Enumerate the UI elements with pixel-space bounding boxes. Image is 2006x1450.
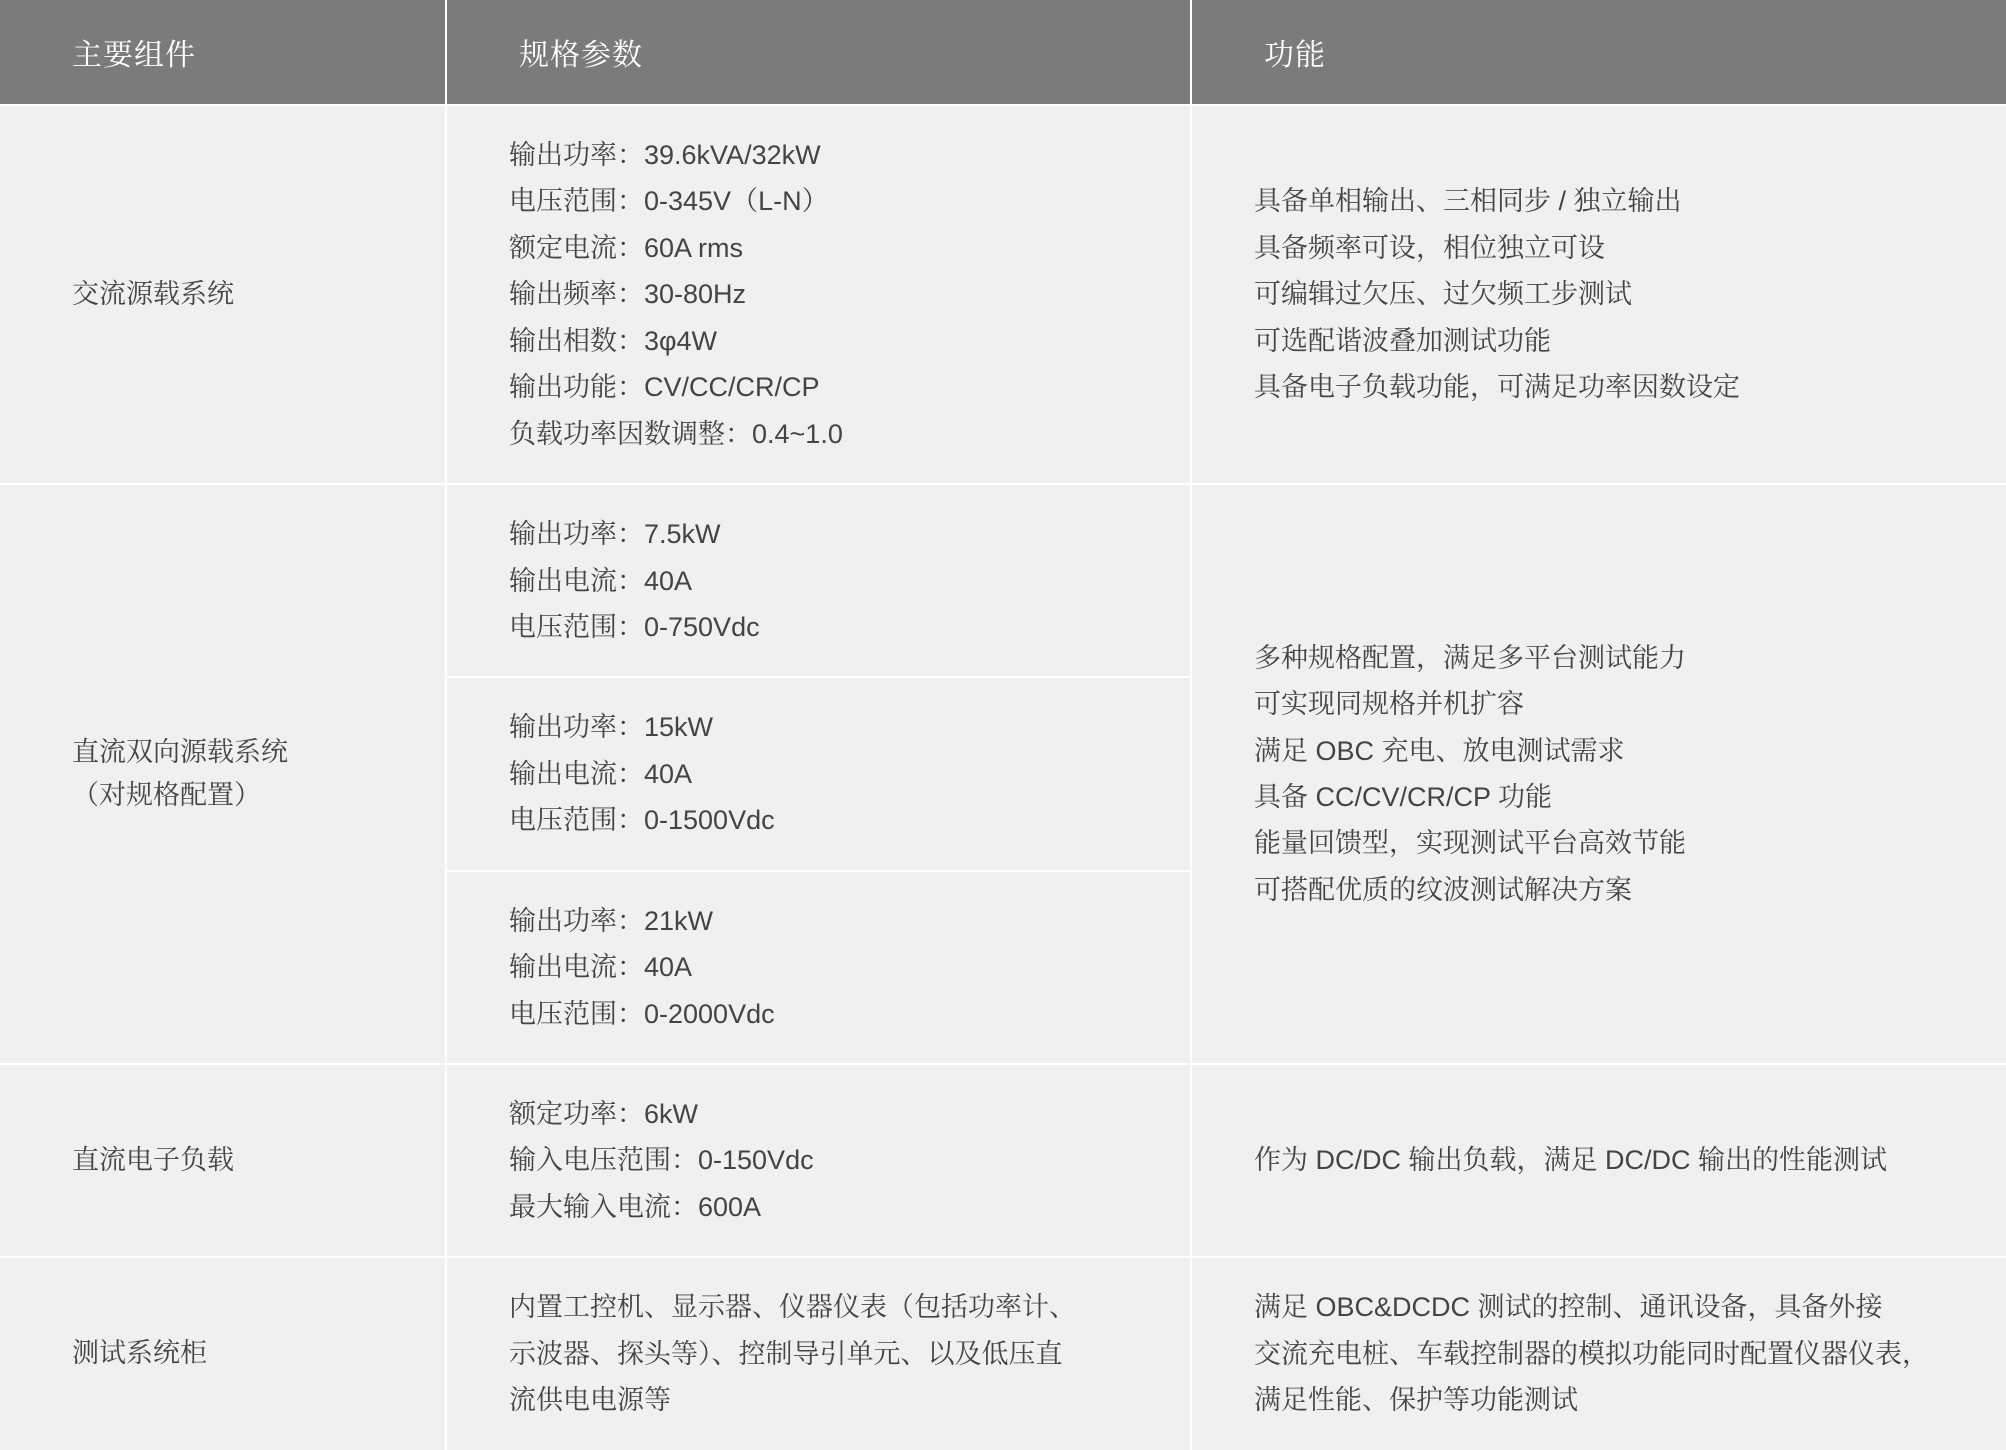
spec-line: 最大输入电流：600A — [509, 1191, 762, 1222]
component-name-cell — [0, 484, 446, 1064]
spec-group — [447, 1258, 1190, 1449]
specification-cell — [446, 1257, 1191, 1449]
component-name-line: 直流电子负载 — [72, 1144, 234, 1175]
spec-line: 输出频率：30-80Hz — [509, 279, 747, 310]
spec-line: 输出电流：40A — [509, 758, 693, 789]
function-cell — [1191, 1257, 2006, 1449]
table-row — [0, 1064, 2006, 1257]
column-header-specification: 规格参数 — [446, 0, 1191, 105]
function-line: 多种规格配置，满足多平台测试能力 — [1254, 642, 1686, 673]
table-row — [0, 1257, 2006, 1449]
function-line: 满足 OBC 充电、放电测试需求 — [1254, 735, 1625, 766]
function-list — [1254, 1131, 1966, 1189]
table-header — [0, 0, 2006, 105]
function-cell — [1191, 1064, 2006, 1257]
function-list — [1254, 629, 1966, 920]
function-list — [1254, 172, 1966, 416]
function-line: 满足 OBC&DCDC 测试的控制、通讯设备，具备外接 — [1254, 1292, 1883, 1323]
spec-group — [447, 676, 1190, 869]
spec-group — [447, 1065, 1190, 1256]
spec-line: 流供电电源等 — [509, 1385, 671, 1416]
column-header-function: 功能 — [1191, 0, 2006, 105]
spec-group — [447, 870, 1190, 1063]
spec-line: 输出功能：CV/CC/CR/CP — [509, 372, 820, 403]
spec-line: 输出功率：15kW — [509, 712, 714, 743]
table-header-row — [0, 0, 2006, 105]
component-name-cell — [0, 1064, 446, 1257]
spec-line: 电压范围：0-1500Vdc — [509, 805, 775, 836]
component-name-cell — [0, 1257, 446, 1449]
function-line: 具备 CC/CV/CR/CP 功能 — [1254, 782, 1553, 813]
component-name-line: 直流双向源载系统 — [72, 736, 288, 767]
function-line: 满足性能、保护等功能测试 — [1254, 1385, 1578, 1416]
component-name-line: （对规格配置） — [72, 780, 261, 811]
table-row — [0, 105, 2006, 484]
spec-line: 额定电流：60A rms — [509, 232, 744, 263]
component-name-cell — [0, 105, 446, 484]
spec-line: 负载功率因数调整：0.4~1.0 — [509, 418, 843, 449]
spec-line: 输出电流：40A — [509, 952, 693, 983]
spec-line: 电压范围：0-345V（L-N） — [509, 186, 829, 217]
specification-cell — [446, 1064, 1191, 1257]
spec-line: 输出功率：7.5kW — [509, 519, 721, 550]
component-name-line: 测试系统柜 — [72, 1338, 207, 1369]
spec-line: 额定功率：6kW — [509, 1099, 698, 1129]
column-header-component: 主要组件 — [0, 0, 446, 105]
spec-line: 输出功率：39.6kVA/32kW — [509, 140, 821, 170]
spec-line: 电压范围：0-2000Vdc — [509, 998, 775, 1029]
function-line: 作为 DC/DC 输出负载，满足 DC/DC 输出的性能测试 — [1254, 1145, 1887, 1176]
function-line: 可搭配优质的纹波测试解决方案 — [1254, 874, 1632, 905]
function-list — [1254, 1278, 1966, 1429]
spec-line: 输出电流：40A — [509, 565, 693, 596]
spec-line: 电压范围：0-750Vdc — [509, 611, 760, 642]
table-row — [0, 484, 2006, 1064]
function-cell — [1191, 484, 2006, 1064]
spec-group — [447, 485, 1190, 676]
function-line: 具备单相输出、三相同步 / 独立输出 — [1254, 186, 1682, 217]
spec-line: 内置工控机、显示器、仪器仪表（包括功率计、 — [509, 1292, 1076, 1323]
function-line: 能量回馈型，实现测试平台高效节能 — [1254, 828, 1686, 859]
function-line: 交流充电桩、车载控制器的模拟功能同时配置仪器仪表， — [1254, 1338, 1929, 1369]
spec-line: 输出功率：21kW — [509, 905, 714, 936]
function-line: 可选配谐波叠加测试功能 — [1254, 325, 1551, 356]
table-body — [0, 105, 2006, 1450]
function-line: 具备频率可设，相位独立可设 — [1254, 232, 1605, 263]
function-cell — [1191, 105, 2006, 484]
function-line: 可编辑过欠压、过欠频工步测试 — [1254, 279, 1632, 310]
specification-cell — [446, 105, 1191, 484]
spec-line: 输出相数：3φ4W — [509, 325, 718, 356]
spec-group — [447, 106, 1190, 483]
component-name-line: 交流源载系统 — [72, 278, 234, 309]
function-line: 具备电子负载功能，可满足功率因数设定 — [1254, 372, 1740, 403]
spec-line: 示波器、探头等）、控制导引单元、以及低压直 — [509, 1338, 1063, 1369]
specification-cell — [446, 484, 1191, 1064]
spec-line: 输入电压范围：0-150Vdc — [509, 1145, 814, 1176]
function-line: 可实现同规格并机扩容 — [1254, 689, 1524, 720]
